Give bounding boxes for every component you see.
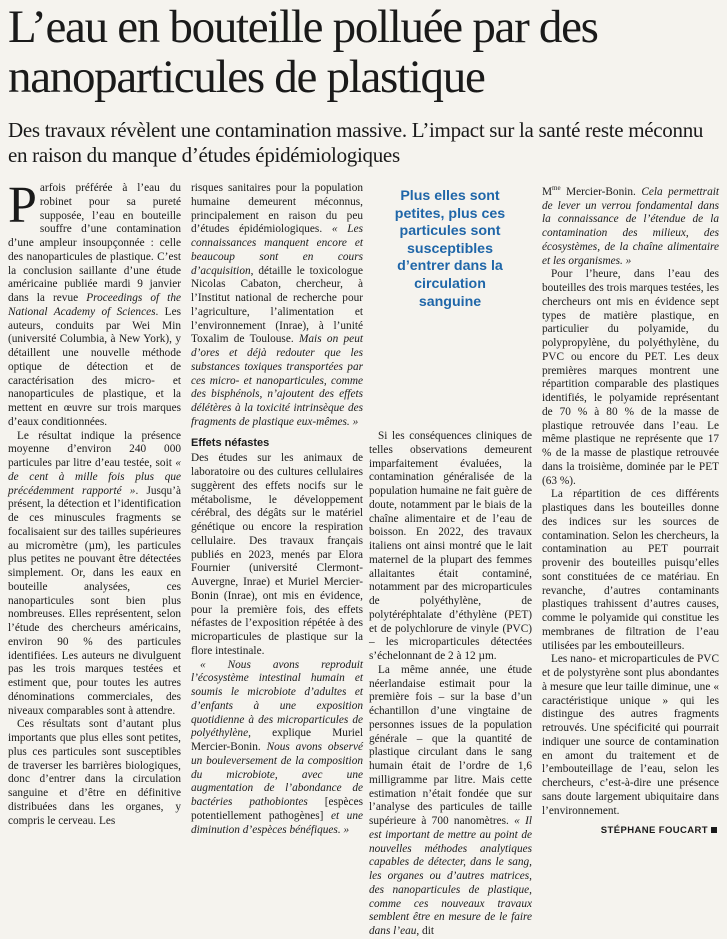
paragraph: Parfois préférée à l’eau du robinet pour sa pureté supposée, l’eau en bouteille souffre d’une contamination d’une ampleur insoupçonnée : celle des nanoparticules de plastique. C’est la conclusion saillante d’une étude américaine publiée mardi 9 janvier dans la revue Proceedings of the National Academy of Sciences. Les auteurs, conduits par Wei Min (université Columbia, à New York), y détaillent une nouvelle méthode optique de détection et de caractérisation des micro- et nanoparticules de plastique, et la mettent en œuvre sur trois marques d’eaux conditionnées. bbox=[8, 177, 181, 428]
article-column-3 bbox=[369, 430, 532, 939]
paragraph: La répartition de ces différents plastiques dans les bouteilles donne des indices sur les sources de contamination. Selon les chercheurs, la contamination au PET pourrait provenir des bouteilles puisqu’elles sont constituées de ce matériau. En revanche, d’autres contaminants plastiques trahissent d’autres causes, comme le polyamide qui constitue les membranes de filtration de l’eau utilisées par les embouteilleurs. bbox=[542, 488, 719, 652]
section-subtitle: Effets néfastes bbox=[191, 436, 270, 449]
article-column-1 bbox=[8, 177, 181, 828]
paragraph: La même année, une étude néerlandaise estimait pour la première fois – sur la base d’un échantillon d’une vingtaine de personnes issues de la population générale – que la quantité de plastique circulant dans le sang humain était de l’ordre de 1,6 milligramme par litre. Mais cette estimation n’était fondée que sur l’analyse des particules de taille supérieure à 700 nanomètres. « Il est important de mettre au point de nouvelles méthodes analytiques capables de détecter, dans le sang, les organes ou d’autres matrices, des nanoparticules de plastique, comme ces nouveaux travaux semblent être en mesure de le faire dans l’eau, dit bbox=[369, 663, 532, 937]
drop-cap: P bbox=[8, 177, 37, 234]
journal-name: Proceedings of the National Academy of Sciences bbox=[8, 292, 181, 318]
end-mark-icon bbox=[711, 827, 717, 833]
paragraph: Les nano- et microparticules de PVC et de polystyrène sont plus abondantes à mesure que leur taille diminue, une « caractéristique unique » qui les distingue des autres fragments retrouvés. Une spécificité qui pourrait indiquer une source de contamination en amont du traitement et de l’embouteillage de l’eau, selon les chercheurs, c’est-à-dire une présence sans doute largement ubiquitaire dans l’environnement. bbox=[542, 653, 719, 817]
article-column-2 bbox=[191, 182, 363, 837]
paragraph: Si les conséquences cliniques de telles observations demeurent imparfaitement évaluées, la contamination généralisée de la population humaine ne fait guère de doute, notamment par le biais de la chaîne alimentaire et de l’eau de boisson. En 2022, des travaux italiens ont ainsi montré que le lait maternel de la plupart des femmes allaitantes était contaminé, notamment par des microparticules de polyéthylène, de polytéréphtalate d’éthylène (PET) et de polychlorure de vinyle (PVC) – les microparticules détectées s’échelonnant de 2 à 12 µm. bbox=[369, 430, 532, 662]
paragraph: Le résultat indique la présence moyenne d’environ 240 000 particules par litre d’eau testée, soit « de cent à mille fois plus que précédemment rapporté ». Jusqu’à présent, la détection et l’identification de ces minuscules fragments se focalisaient sur des tailles supérieures au micromètre (µm), les particules plus petites ne pouvant être détectées simplement. Or, dans les eaux en bouteille analysées, ces nanoparticules sont bien plus nombreuses. Elles représentent, selon l’étude des chercheurs américains, environ 90 % des particules identifiées. Les auteurs ne divulguent pas les trois marques testées et estiment que, pour toutes les autres dénominations commerciales, des niveaux comparables sont à attendre. bbox=[8, 429, 181, 717]
pull-quote: Plus elles sont petites, plus ces particules sont susceptibles d’entrer dans la circulation sanguine bbox=[394, 188, 506, 310]
headline: L’eau en bouteille polluée par des nanoparticules de plastique bbox=[8, 1, 598, 103]
paragraph: Des études sur les animaux de laboratoire ou des cultures cellulaires suggèrent des effets nocifs sur le métabolisme, le développement cérébral, des dégâts sur le matériel génétique ou encore la respiration cellulaire. Des travaux français publiés en 2023, menés par Elora Fournier (université Clermont-Auvergne, Inrae) et Muriel Mercier-Bonin (Inrae), ont mis en évidence, pour la première fois, des effets néfastes de l’exposition répétée à des microparticules de plastique sur la flore intestinale. bbox=[191, 452, 363, 657]
paragraph: « Nous avons reproduit l’écosystème intestinal humain et soumis le microbiote d’adultes et d’enfants à une exposition quotidienne à des microparticules de polyéthylène, explique Muriel Mercier-Bonin. Nous avons observé un bouleversement de la composition du microbiote, avec une augmentation de l’abondance de bactéries pathobiontes [espèces potentiellement pathogènes] et une diminution d’espèces bénéfiques. » bbox=[191, 658, 363, 836]
subhead: Des travaux révèlent une contamination massive. L’impact sur la santé reste méconnu en raison du manque d’études épidémiologiques bbox=[8, 118, 704, 167]
article-column-4 bbox=[542, 182, 719, 818]
paragraph: $M^{me}$ Mercier-Bonin. Cela permettrait de lever un verrou fondamental dans la connaissance de l’étendue de la contamination des milieux, des écosystèmes, de la chaîne alimentaire et les organismes. » bbox=[542, 184, 719, 267]
paragraph: Pour l’heure, dans l’eau des bouteilles des trois marques testées, les chercheurs ont mis en évidence sept types de matière plastique, en particulier du polyamide, du polypropylène, du polyéthylène, du PVC ou encore du PET. Les deux premières marques montrent une répartition comparable des plastiques identifiés, le polyamide représentant de 70 % à 80 % de la masse de plastique retrouvée dans l’eau. Le même plastique ne représente que 17 % de la masse de plastique retrouvée dans la troisième, dominée par le PET (63 %). bbox=[542, 268, 719, 487]
paragraph: Ces résultats sont d’autant plus importants que plus elles sont petites, plus ces particules sont susceptibles de traverser les barrières biologiques, donc d’entrer dans la circulation sanguine et d’être en définitive distribuées dans les organes, y compris le cerveau. Les bbox=[8, 718, 181, 827]
paragraph: risques sanitaires pour la population humaine demeurent méconnus, principalement en raison du peu d’études épidémiologiques. « Les connaissances manquent encore et beaucoup sont en cours d’acquisition, détaille le toxicologue Nicolas Cabaton, chercheur, à l’Institut national de recherche pour l’agriculture, l’alimentation et l’environnement (Inrae), à l’unité Toxalim de Toulouse. Mais on peut d’ores et déjà redouter que les substances toxiques transportées par ces micro- et nanoparticules, comme des bisphénols, n’ajoutent des effets délétères à la toxicité intrinsèque des fragments de plastique eux-mêmes. » bbox=[191, 182, 363, 428]
author-byline: STÉPHANE FOUCART bbox=[601, 825, 717, 836]
